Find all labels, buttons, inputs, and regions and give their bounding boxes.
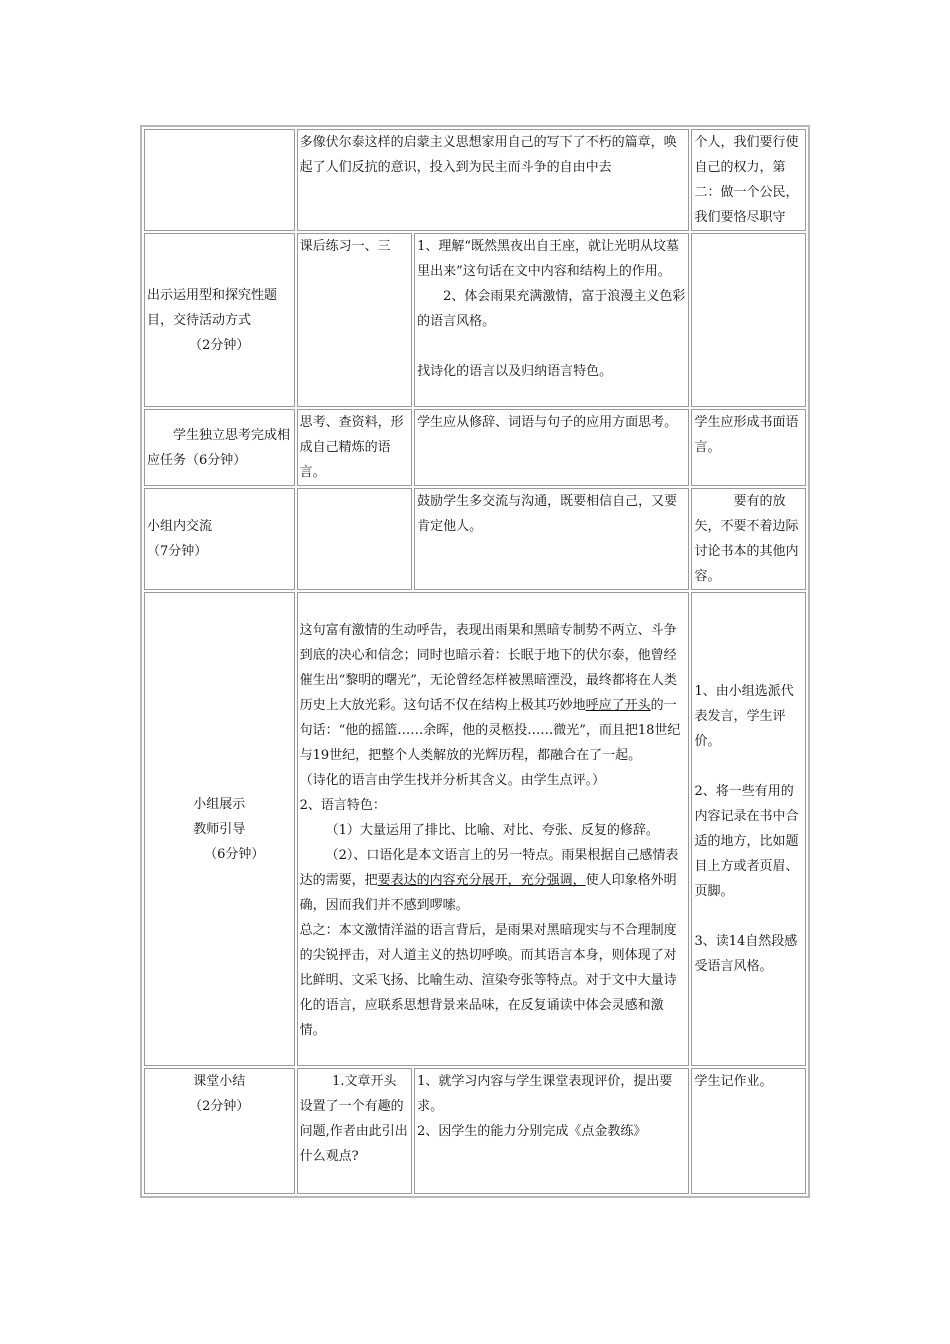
row4-task-cell [297,488,413,590]
row4-phase-cell [144,488,295,590]
row3-phase-cell [144,409,295,486]
row5-para5 [300,843,687,918]
row3-task-text: 思考、查资料，形成自己精炼的语言。 [299,415,404,480]
row6-phase-time: （2分钟） [189,1099,250,1114]
row2-phase-time: （2分钟） [189,337,250,353]
table-row [144,233,806,407]
row4-phase-text: 小组内交流 [147,519,213,534]
row4-student-cell [691,488,806,590]
row6-teacher-cell [414,1068,689,1194]
row5-para2: （诗化的语言由学生找并分析其含义。由学生点评。） [299,773,606,788]
row2-student-cell [691,233,806,407]
row5-phase-line1: 小组展示 [193,796,246,812]
row6-task-text: 1.文章开头设置了一个有趣的问题,作者由此引出什么观点? [299,1074,408,1164]
row1-phase-cell [144,129,295,231]
row5-para5-underlined: 要表达的内容充分展开，充分强调， [377,873,586,888]
row1-content-cell [297,129,690,231]
row2-phase-text: 出示运用型和探究性题目，交待活动方式 [147,287,278,328]
row5-para1-a: 这句富有激情的生动呼告，表现出雨果和黑暗专制势不两立、斗争到底的决心和信念；同时也暗示着：长眠于地下的伏尔泰，他曾经催生出“黎明的曙光”，无论曾经怎样被黑暗湮没，最终都将在人类历史上大放光彩。这句话不仅在结构上极其巧妙地 [299,623,677,713]
table-row [144,488,806,590]
row1-content-text: 多像伏尔泰这样的启蒙主义思想家用自己的写下了不朽的篇章，唤起了人们反抗的意识，投入到为民主而斗争的自由中去 [299,135,677,175]
row3-phase-text: 学生独立思考完成相应任务（6分钟） [147,427,291,468]
row3-student-cell [691,409,806,486]
row5-para6: 总之：本文激情洋溢的语言背后，是雨果对黑暗现实与不合理制度的尖锐抨击，对人道主义的热切呼唤。而其语言本身，则体现了对比鲜明、文采飞扬、比喻生动、渲染夸张等特点。对于文中大量诗化的语言，应联系思想背景来品味，在反复诵读中体会灵感和激情。 [299,923,677,1038]
table-row [144,129,806,231]
table-row [144,592,806,1066]
row6-student-cell [691,1068,806,1194]
row5-student-cell [691,592,806,1066]
row5-student-item3: 3、读14自然段感受语言风格。 [694,934,798,974]
row6-task-cell [297,1068,413,1194]
row4-phase-time: （7分钟） [147,544,208,559]
row5-student-blank1 [694,754,803,779]
row3-teacher-text: 学生应从修辞、词语与句子的应用方面思考。 [417,415,678,430]
row6-teacher-item1: 1、就学习内容与学生课堂表现评价，提出要求。 [417,1074,673,1114]
row3-student-text: 学生应形成书面语言。 [694,415,799,455]
row3-task-cell [297,409,413,486]
row4-teacher-cell [414,488,689,590]
row5-blank-line [300,593,687,618]
row2-blank-line [417,334,686,359]
row1-student-text: 个人，我们要行使自己的权力，第二：做一个公民，我们要恪尽职守 [694,135,799,225]
row2-teacher-item3: 找诗化的语言以及归纳语言特色。 [417,364,613,379]
row6-student-text: 学生记作业。 [694,1074,773,1089]
table-row [144,409,806,486]
row5-para1 [300,618,687,768]
row3-teacher-cell [414,409,689,486]
row5-phase-line2: 教师引导 [193,821,246,837]
row1-student-cell [691,129,806,231]
row4-student-text: 要有的放矢，不要不着边际讨论书本的其他内容。 [694,494,799,584]
row6-phase-line1: 课堂小结 [193,1074,246,1089]
row5-student-blank2 [694,904,803,929]
row5-para1-underlined: 呼应了开头 [585,698,651,713]
row5-content-cell [297,592,690,1066]
row5-student-item2: 2、将一些有用的内容记录在书中合适的地方，比如题目上方或者页眉、页脚。 [694,784,799,899]
row5-para1-b: 的一句话：“他的摇篮……余晖，他的灵柩投……微光”，而且把18世纪与19世纪，把整个人类解放的光辉历程，都融合在了一起。 [299,698,681,763]
row5-phase-time: （6分钟） [204,846,265,862]
row2-task-cell [297,233,413,407]
row6-phase-cell [144,1068,295,1194]
row2-phase-cell [144,233,295,407]
row2-teacher-item2: 2、体会雨果充满激情，富于浪漫主义色彩的语言风格。 [417,289,686,329]
row4-teacher-text: 鼓励学生多交流与沟通，既要相信自己，又要肯定他人。 [417,494,678,534]
row5-para5-a: （2）、口语化是本文语言上的另一特点。雨果根据自己感情表达的需要，把 [299,848,679,888]
row5-student-item1: 1、由小组选派代表发言，学生评价。 [694,684,794,749]
table-row [144,1068,806,1194]
row5-phase-cell [144,592,295,1066]
row2-teacher-cell [414,233,689,407]
row2-task-text: 课后练习一、三 [299,239,391,254]
row2-teacher-item1: 1、理解“既然黑夜出自王座，就让光明从坟墓里出来”这句话在文中内容和结构上的作用。 [417,239,680,279]
row6-teacher-item2: 2、因学生的能力分别完成《点金教练》 [417,1124,647,1139]
row5-para4: （1）大量运用了排比、比喻、对比、夸张、反复的修辞。 [325,823,659,838]
row5-para5-b: 使人印象格外明确，因而我们并不感到啰嗦。 [299,873,677,913]
lesson-plan-table [140,125,810,1198]
row5-para3: 2、语言特色： [299,798,386,813]
